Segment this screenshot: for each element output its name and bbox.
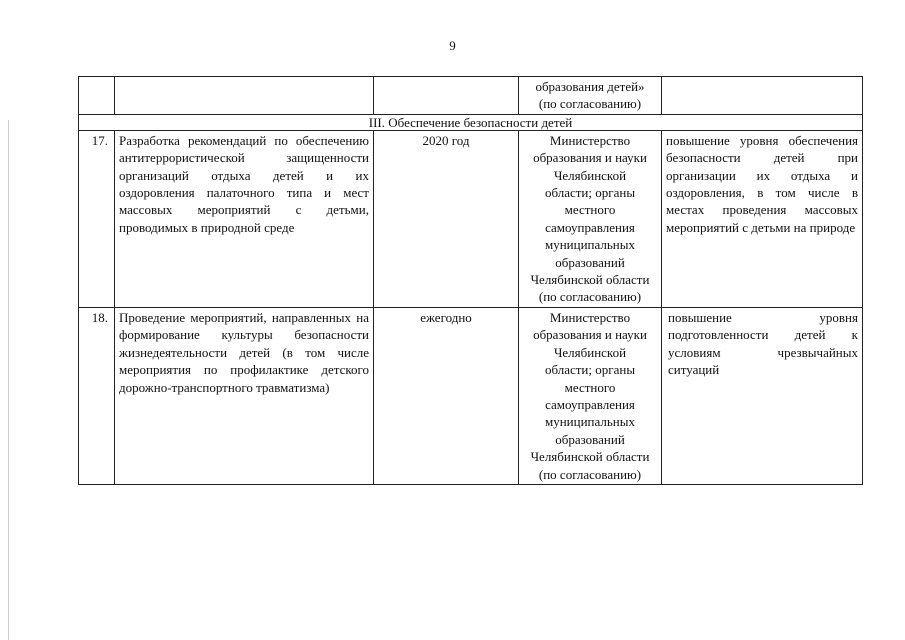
term-cell <box>374 77 519 115</box>
table-row <box>79 130 863 307</box>
result-cell <box>662 77 863 115</box>
section-title: III. Обеспечение безопасности детей <box>79 114 863 130</box>
plan-table <box>78 76 863 485</box>
row-number <box>79 77 115 115</box>
result-cell: повышение уровня обеспечения безопасности детей при организации их отдыха и оздоровления, в том числе в местах проведения массовых мероприятий с детьми на природе <box>662 130 863 307</box>
row-number: 18. <box>79 307 115 484</box>
scan-edge-line <box>8 120 9 640</box>
responsible-cell: Министерство образования и науки Челябинской области; органы местного самоуправления муниципальных образований Челябинской области (по согласованию) <box>519 130 662 307</box>
term-cell: 2020 год <box>374 130 519 307</box>
activity-cell: Проведение мероприятий, направленных на формирование культуры безопасности жизнедеятельности детей (в том числе мероприятия по профилактике детского дорожно-транспортного травматизма) <box>115 307 374 484</box>
section-header-row <box>79 114 863 130</box>
table-row <box>79 307 863 484</box>
responsible-cell: Министерство образования и науки Челябинской области; органы местного самоуправления муниципальных образований Челябинской области (по согласованию) <box>519 307 662 484</box>
term-cell: ежегодно <box>374 307 519 484</box>
row-number: 17. <box>79 130 115 307</box>
activity-cell <box>115 77 374 115</box>
responsible-cell: образования детей» (по согласованию) <box>519 77 662 115</box>
result-cell: повышение уровня подготовленности детей к условиям чрезвычайных ситуаций <box>662 307 863 484</box>
table-row-continued <box>79 77 863 115</box>
activity-cell: Разработка рекомендаций по обеспечению антитеррористической защищенности организаций отдыха детей и их оздоровления палаточного типа и мест массовых мероприятий с детьми, проводимых в природной среде <box>115 130 374 307</box>
page-number: 9 <box>449 38 456 53</box>
